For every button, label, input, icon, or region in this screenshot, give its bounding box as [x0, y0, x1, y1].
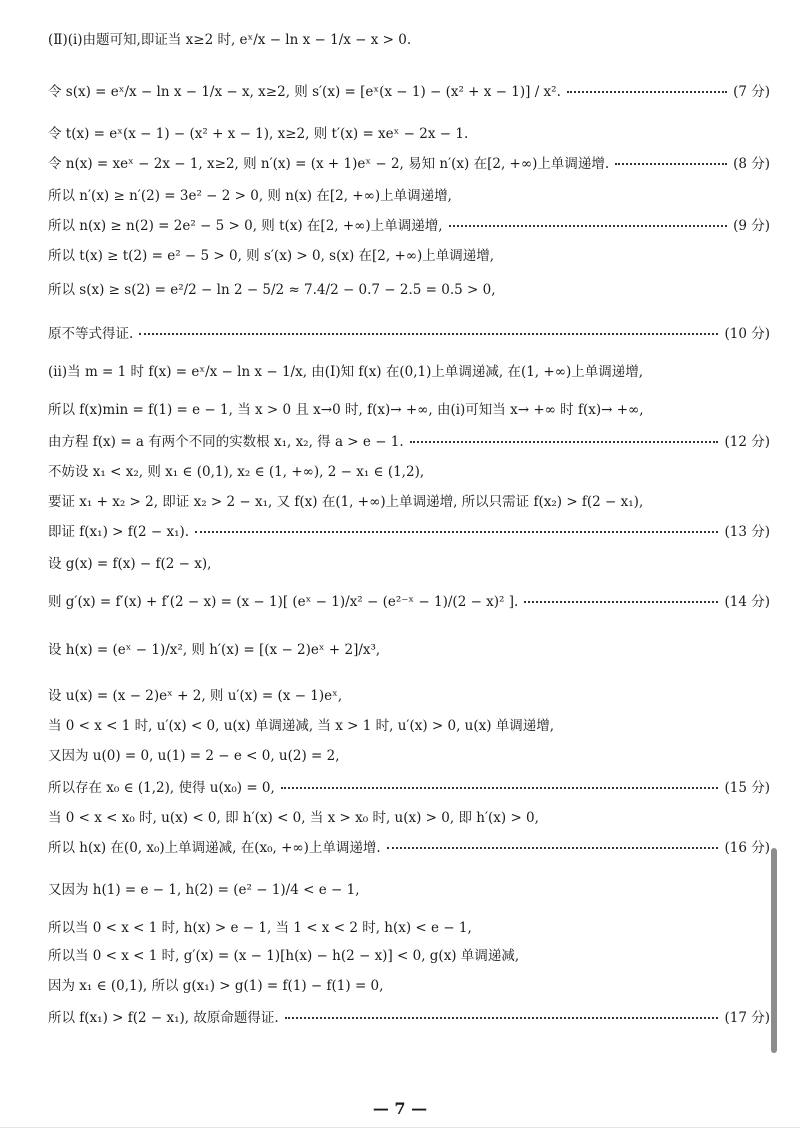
- line-text: 原不等式得证.: [48, 326, 134, 342]
- line-text: 所以 n′(x) ≥ n′(2) = 3e² − 2 > 0, 则 n(x) 在[2, +∞)上单调递增,: [48, 188, 452, 204]
- line-text: 因为 x₁ ∈ (0,1), 所以 g(x₁) > g(1) = f(1) − f(1) = 0,: [48, 978, 384, 994]
- solution-line: [48, 184, 770, 204]
- page-number: — 7 —: [372, 1099, 428, 1118]
- solution-line: [48, 638, 770, 658]
- solution-line: [48, 916, 770, 936]
- leader-dots: [449, 225, 728, 227]
- solution-line: [48, 776, 770, 796]
- leader-dots: [410, 441, 719, 443]
- line-text: 设 h(x) = (eˣ − 1)/x², 则 h′(x) = [(x − 2)eˣ + 2]/x³,: [48, 642, 381, 658]
- line-text: 所以当 0 < x < 1 时, h(x) > e − 1, 当 1 < x < 2 时, h(x) < e − 1,: [48, 920, 472, 936]
- solution-line: [48, 806, 770, 826]
- leader-dots: [615, 163, 727, 165]
- solution-line: [48, 744, 770, 764]
- leader-dots: [524, 601, 718, 603]
- line-text: 又因为 u(0) = 0, u(1) = 2 − e < 0, u(2) = 2,: [48, 748, 340, 764]
- solution-line: [48, 974, 770, 994]
- score-marker: (8 分): [733, 156, 770, 172]
- solution-line: [48, 430, 770, 450]
- leader-dots: [195, 531, 718, 533]
- solution-line: [48, 360, 770, 380]
- line-text: 当 0 < x < x₀ 时, u(x) < 0, 即 h′(x) < 0, 当 x > x₀ 时, u(x) > 0, 即 h′(x) > 0,: [48, 810, 539, 826]
- leader-dots: [567, 91, 727, 93]
- line-text: 则 g′(x) = f′(x) + f′(2 − x) = (x − 1)[ (eˣ − 1)/x² − (e²⁻ˣ − 1)/(2 − x)² ].: [48, 594, 519, 610]
- score-marker: (7 分): [733, 84, 770, 100]
- solution-line: [48, 398, 770, 418]
- solution-line: [48, 244, 770, 264]
- line-text: 要证 x₁ + x₂ > 2, 即证 x₂ > 2 − x₁, 又 f(x) 在(1, +∞)上单调递增, 所以只需证 f(x₂) > f(2 − x₁),: [48, 494, 644, 510]
- line-text: 令 s(x) = eˣ/x − ln x − 1/x − x, x≥2, 则 s′(x) = [eˣ(x − 1) − (x² + x − 1)] / x².: [48, 84, 561, 100]
- line-text: 令 n(x) = xeˣ − 2x − 1, x≥2, 则 n′(x) = (x + 1)eˣ − 2, 易知 n′(x) 在[2, +∞)上单调递增.: [48, 156, 610, 172]
- score-marker: (17 分): [724, 1010, 770, 1026]
- solution-line: [48, 490, 770, 510]
- solution-line: [48, 520, 770, 540]
- score-marker: (15 分): [724, 780, 770, 796]
- solution-line: [48, 122, 770, 142]
- line-text: 即证 f(x₁) > f(2 − x₁).: [48, 524, 190, 540]
- line-text: 当 0 < x < 1 时, u′(x) < 0, u(x) 单调递减, 当 x > 1 时, u′(x) > 0, u(x) 单调递增,: [48, 718, 555, 734]
- line-text: 所以 t(x) ≥ t(2) = e² − 5 > 0, 则 s′(x) > 0, s(x) 在[2, +∞)上单调递增,: [48, 248, 495, 264]
- leader-dots: [387, 847, 719, 849]
- solution-line: [48, 590, 770, 610]
- line-text: 所以存在 x₀ ∈ (1,2), 使得 u(x₀) = 0,: [48, 780, 275, 796]
- solution-line: [48, 836, 770, 856]
- solution-line: [48, 322, 770, 342]
- score-marker: (14 分): [724, 594, 770, 610]
- line-text: 所以 s(x) ≥ s(2) = e²/2 − ln 2 − 5/2 ≈ 7.4/2 − 0.7 − 2.5 = 0.5 > 0,: [48, 282, 496, 298]
- solution-line: [48, 878, 770, 898]
- line-text: 设 u(x) = (x − 2)eˣ + 2, 则 u′(x) = (x − 1)eˣ,: [48, 688, 343, 704]
- line-text: 所以 h(x) 在(0, x₀)上单调递减, 在(x₀, +∞)上单调递增.: [48, 840, 381, 856]
- score-marker: (13 分): [724, 524, 770, 540]
- leader-dots: [139, 333, 718, 335]
- line-text: 令 t(x) = eˣ(x − 1) − (x² + x − 1), x≥2, 则 t′(x) = xeˣ − 2x − 1.: [48, 126, 469, 142]
- leader-dots: [281, 787, 719, 789]
- score-marker: (9 分): [733, 218, 770, 234]
- line-text: 由方程 f(x) = a 有两个不同的实数根 x₁, x₂, 得 a > e − 1.: [48, 434, 404, 450]
- vertical-scrollbar[interactable]: [771, 848, 777, 1053]
- solution-line: [48, 152, 770, 172]
- line-text: 不妨设 x₁ < x₂, 则 x₁ ∈ (0,1), x₂ ∈ (1, +∞), 2 − x₁ ∈ (1,2),: [48, 464, 425, 480]
- solution-line: [48, 278, 770, 298]
- score-marker: (12 分): [724, 434, 770, 450]
- bottom-divider: [0, 1127, 800, 1128]
- solution-line: [48, 80, 770, 100]
- line-text: 所以 f(x₁) > f(2 − x₁), 故原命题得证.: [48, 1010, 279, 1026]
- solution-line: [48, 684, 770, 704]
- solution-line: [48, 552, 770, 572]
- solution-line: [48, 214, 770, 234]
- line-text: 所以当 0 < x < 1 时, g′(x) = (x − 1)[h(x) − h(2 − x)] < 0, g(x) 单调递减,: [48, 948, 520, 964]
- line-text: 设 g(x) = f(x) − f(2 − x),: [48, 556, 212, 572]
- line-text: (Ⅱ)(ⅰ)由题可知,即证当 x≥2 时, eˣ/x − ln x − 1/x − x > 0.: [48, 32, 412, 48]
- solution-line: [48, 944, 770, 964]
- leader-dots: [285, 1017, 719, 1019]
- score-marker: (16 分): [724, 840, 770, 856]
- solution-line: [48, 460, 770, 480]
- line-text: 所以 f(x)min = f(1) = e − 1, 当 x > 0 且 x→0 时, f(x)→ +∞, 由(ⅰ)可知当 x→ +∞ 时 f(x)→ +∞,: [48, 402, 644, 418]
- score-marker: (10 分): [724, 326, 770, 342]
- solution-line: [48, 714, 770, 734]
- line-text: 所以 n(x) ≥ n(2) = 2e² − 5 > 0, 则 t(x) 在[2, +∞)上单调递增,: [48, 218, 443, 234]
- line-text: (ⅱ)当 m = 1 时 f(x) = eˣ/x − ln x − 1/x, 由(Ⅰ)知 f(x) 在(0,1)上单调递减, 在(1, +∞)上单调递增,: [48, 364, 644, 380]
- line-text: 又因为 h(1) = e − 1, h(2) = (e² − 1)/4 < e − 1,: [48, 882, 360, 898]
- solution-line: [48, 28, 770, 48]
- solution-line: [48, 1006, 770, 1026]
